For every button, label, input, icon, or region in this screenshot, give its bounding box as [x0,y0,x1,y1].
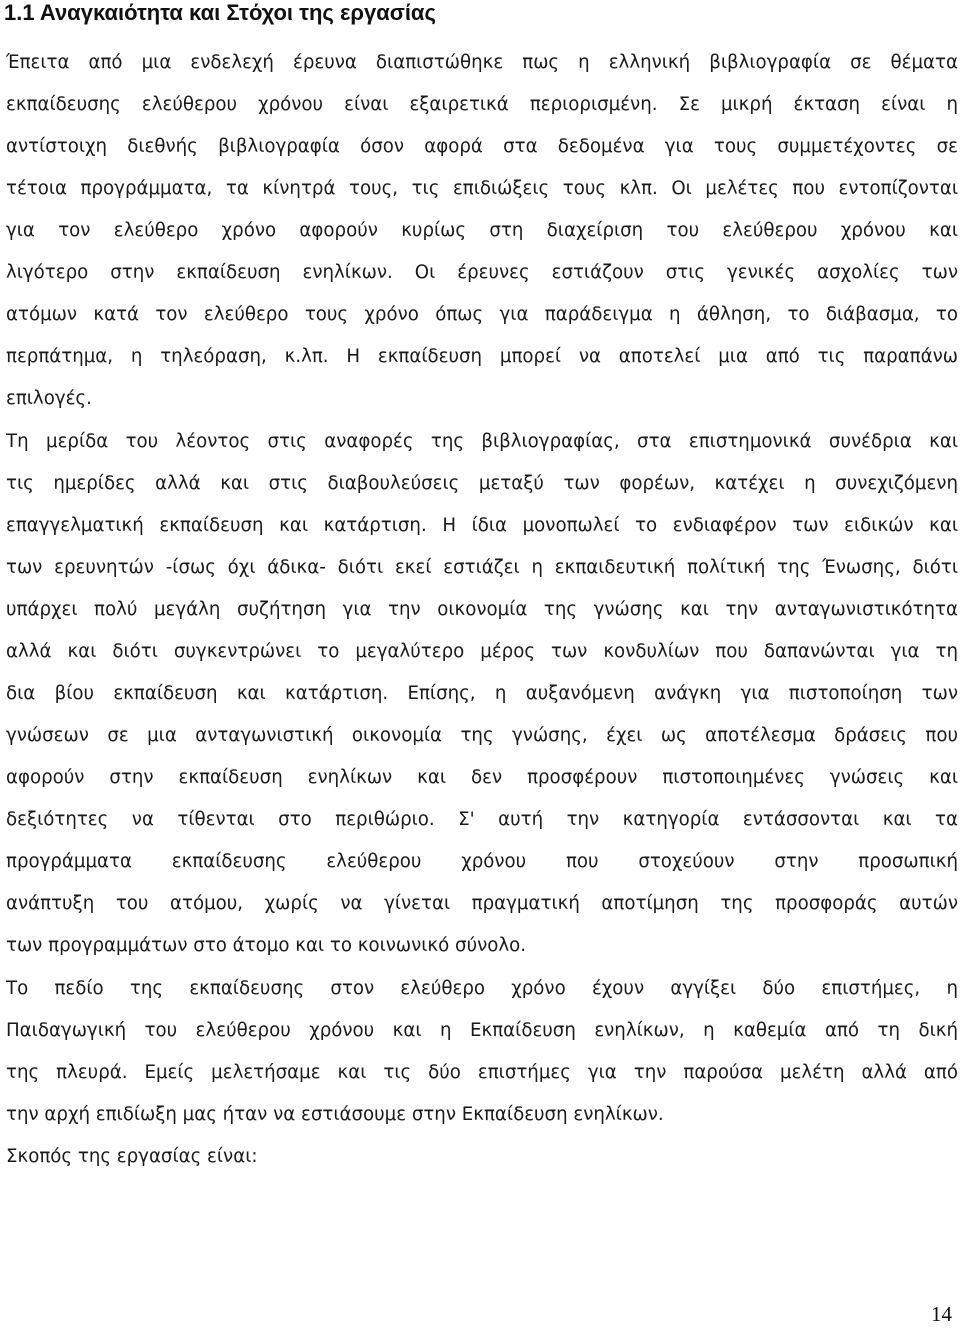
text-line: λιγότερο στην εκπαίδευση ενηλίκων. Οι έρευνες εστιάζουν στις γενικές ασχολίες των [6,262,958,283]
text-line: αντίστοιχη διεθνής βιβλιογραφία όσον αφορά στα δεδομένα για τους συμμετέχοντες σε [6,136,958,157]
text-line: ατόμων κατά τον ελεύθερο τους χρόνο όπως για παράδειγμα η άθληση, το διάβασμα, το [6,304,958,325]
text-line: Παιδαγωγική του ελεύθερου χρόνου και η Εκπαίδευση ενηλίκων, η καθεμία από τη δική [6,1020,958,1041]
text-line: τέτοια προγράμματα, τα κίνητρά τους, τις επιδιώξεις τους κλπ. Οι μελέτες που εντοπίζονται [6,178,958,199]
text-line: δεξιότητες να τίθενται στο περιθώριο. Σ' αυτή την κατηγορία εντάσσονται και τα [6,809,958,830]
text-line: ανάπτυξη του ατόμου, χωρίς να γίνεται πραγματική αποτίμηση της προσφοράς αυτών [6,893,958,914]
text-line: αλλά και διότι συγκεντρώνει το μεγαλύτερο μέρος των κονδυλίων που δαπανώνται για τη [6,641,958,662]
text-line: της πλευρά. Εμείς μελετήσαμε και τις δύο επιστήμες για την παρούσα μελέτη αλλά από [6,1062,958,1083]
text-line: επαγγελματική εκπαίδευση και κατάρτιση. Η ίδια μονοπωλεί το ενδιαφέρον των ειδικών και [6,515,958,536]
text-line: Έπειτα από μια ενδελεχή έρευνα διαπιστώθηκε πως η ελληνική βιβλιογραφία σε θέματα [6,52,958,73]
text-line: Σκοπός της εργασίας είναι: [6,1146,258,1167]
text-line: τις ημερίδες αλλά και στις διαβουλεύσεις μεταξύ των φορέων, κατέχει η συνεχιζόμενη [6,473,958,494]
text-line: υπάρχει πολύ μεγάλη συζήτηση για την οικονομία της γνώσης και την ανταγωνιστικότητα [6,599,958,620]
text-line: εκπαίδευσης ελεύθερου χρόνου είναι εξαιρετικά περιορισμένη. Σε μικρή έκταση είναι η [6,94,958,115]
text-line: προγράμματα εκπαίδευσης ελεύθερου χρόνου που στοχεύουν στην προσωπική [6,851,958,872]
text-line: γνώσεων σε μια ανταγωνιστική οικονομία της γνώσης, έχει ως αποτέλεσμα δράσεις που [6,725,958,746]
text-line: των προγραμμάτων στο άτομο και το κοινωνικό σύνολο. [6,935,527,956]
text-line: δια βίου εκπαίδευση και κατάρτιση. Επίσης, η αυξανόμενη ανάγκη για πιστοποίηση των [6,683,958,704]
paragraph-4 [6,1136,958,1178]
page-number: 14 [931,1302,952,1326]
text-line: των ερευνητών -ίσως όχι άδικα- διότι εκεί εστιάζει η εκπαιδευτική πολίτική της Ένωσης, διότι [6,557,958,578]
section-heading: 1.1 Αναγκαιότητα και Στόχοι της εργασίας [4,0,436,25]
paragraph-1 [6,42,958,420]
text-line: Τη μερίδα του λέοντος στις αναφορές της βιβλιογραφίας, στα επιστημονικά συνέδρια και [6,431,958,452]
text-line: για τον ελεύθερο χρόνο αφορούν κυρίως στη διαχείριση του ελεύθερου χρόνου και [6,220,958,241]
text-line: επιλογές. [6,388,92,409]
paragraph-2 [6,421,958,967]
paragraph-3 [6,968,958,1136]
text-line: περπάτημα, η τηλεόραση, κ.λπ. Η εκπαίδευση μπορεί να αποτελεί μια από τις παραπάνω [6,346,958,367]
text-line: Το πεδίο της εκπαίδευσης στον ελεύθερο χρόνο έχουν αγγίξει δύο επιστήμες, η [6,978,958,999]
text-line: αφορούν στην εκπαίδευση ενηλίκων και δεν προσφέρουν πιστοποιημένες γνώσεις και [6,767,958,788]
text-line: την αρχή επιδίωξη μας ήταν να εστιάσουμε στην Εκπαίδευση ενηλίκων. [6,1104,664,1125]
